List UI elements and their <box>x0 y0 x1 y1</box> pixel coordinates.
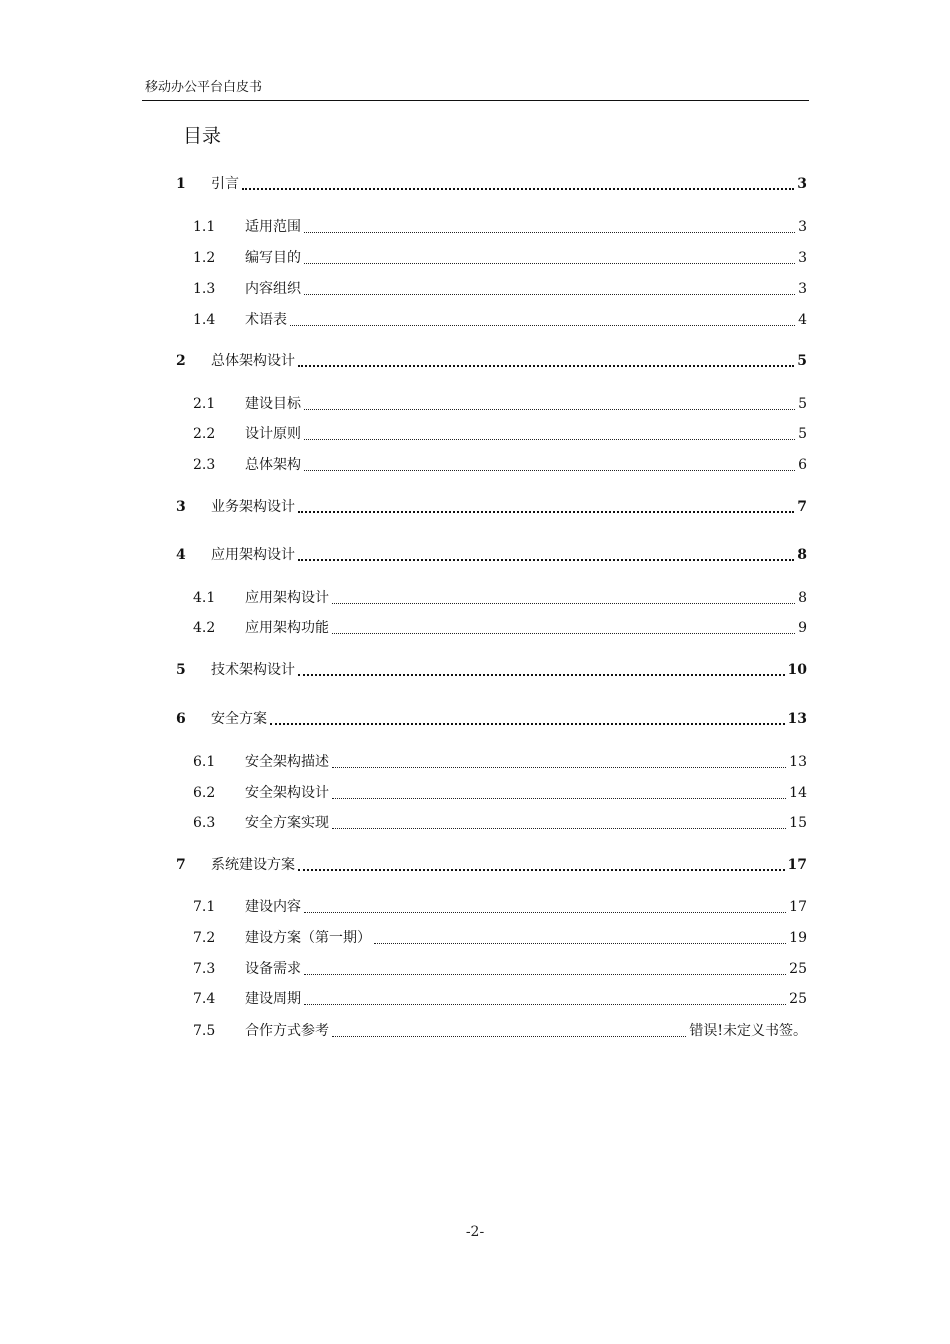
toc-entry-page: 3 <box>798 281 807 297</box>
toc-dot-leader <box>298 668 785 676</box>
toc-entry-page: 6 <box>798 457 807 473</box>
toc-entry[interactable] <box>193 896 807 918</box>
toc-entry-label: 建设内容 <box>245 899 301 915</box>
toc-dot-leader <box>270 717 785 725</box>
toc-entry-number: 4.2 <box>193 620 216 636</box>
toc-entry[interactable] <box>193 927 807 949</box>
toc-dot-leader <box>304 464 795 471</box>
toc-entry-number: 1.4 <box>193 312 216 328</box>
toc-entry-number: 7.4 <box>193 991 216 1007</box>
toc-entry[interactable] <box>193 812 807 834</box>
toc-entry-page: 8 <box>798 590 807 606</box>
toc-entry-page: 5 <box>797 353 807 369</box>
toc-entry[interactable] <box>193 958 807 980</box>
toc-entry[interactable] <box>193 617 807 639</box>
toc-entry-page: 15 <box>789 815 807 831</box>
toc-dot-leader <box>332 597 795 604</box>
toc-entry-page: 14 <box>789 785 807 801</box>
toc-entry[interactable] <box>193 1020 807 1042</box>
toc-entry-number: 4.1 <box>193 590 216 606</box>
toc-entry-number: 7.5 <box>193 1023 216 1039</box>
toc-entry-page: 13 <box>787 711 807 727</box>
toc-entry-page: 7 <box>797 499 807 515</box>
toc-dot-leader <box>332 1030 686 1037</box>
toc-dot-leader <box>298 553 794 561</box>
footer-page-number: -2- <box>465 1224 485 1240</box>
toc-entry-number: 7 <box>176 857 186 873</box>
toc-dot-leader <box>304 288 795 295</box>
toc-entry[interactable] <box>176 173 807 195</box>
toc-entry-label: 安全架构描述 <box>245 754 329 770</box>
toc-entry[interactable] <box>193 247 807 269</box>
toc-dot-leader <box>304 998 786 1005</box>
toc-entry[interactable] <box>176 708 807 730</box>
toc-entry-label: 总体架构设计 <box>211 353 295 369</box>
toc-entry-number: 1.1 <box>193 219 216 235</box>
toc-entry-label: 系统建设方案 <box>211 857 295 873</box>
toc-dot-leader <box>332 761 786 768</box>
toc-entry-number: 2 <box>176 353 186 369</box>
toc-entry-label: 建设方案（第一期） <box>245 930 371 946</box>
toc-entry-label: 安全方案实现 <box>245 815 329 831</box>
toc-entry-label: 应用架构设计 <box>245 590 329 606</box>
toc-entry-label: 建设周期 <box>245 991 301 1007</box>
toc-entry-page: 3 <box>798 219 807 235</box>
toc-entry[interactable] <box>193 423 807 445</box>
toc-dot-leader <box>304 403 795 410</box>
toc-entry-page: 19 <box>789 930 807 946</box>
toc-entry-label: 安全方案 <box>211 711 267 727</box>
toc-dot-leader <box>242 182 794 190</box>
toc-entry-page: 5 <box>798 396 807 412</box>
toc-entry[interactable] <box>176 350 807 372</box>
toc-entry-label: 总体架构 <box>245 457 301 473</box>
toc-dot-leader <box>332 822 786 829</box>
toc-entry[interactable] <box>176 854 807 876</box>
toc-entry-number: 3 <box>176 499 186 515</box>
toc-entry-label: 引言 <box>211 176 239 192</box>
toc-entry-number: 1.3 <box>193 281 216 297</box>
toc-entry-label: 安全架构设计 <box>245 785 329 801</box>
toc-entry-page: 25 <box>789 991 807 1007</box>
toc-dot-leader <box>304 226 795 233</box>
toc-dot-leader <box>332 627 795 634</box>
toc-entry-number: 2.2 <box>193 426 216 442</box>
toc-entry[interactable] <box>176 544 807 566</box>
toc-entry-number: 6.1 <box>193 754 216 770</box>
toc-entry-label: 设计原则 <box>245 426 301 442</box>
toc-entry[interactable] <box>193 393 807 415</box>
toc-entry-number: 5 <box>176 662 186 678</box>
toc-entry-page: 3 <box>798 250 807 266</box>
toc-entry-label: 内容组织 <box>245 281 301 297</box>
toc-dot-leader <box>332 792 786 799</box>
toc-entry-label: 技术架构设计 <box>211 662 295 678</box>
toc-dot-leader <box>290 319 795 326</box>
toc-entry-number: 2.1 <box>193 396 216 412</box>
toc-entry-label: 适用范围 <box>245 219 301 235</box>
toc-entry-number: 6 <box>176 711 186 727</box>
toc-dot-leader <box>304 433 795 440</box>
toc-entry-page: 17 <box>789 899 807 915</box>
toc-entry-number: 6.2 <box>193 785 216 801</box>
toc-entry-label: 建设目标 <box>245 396 301 412</box>
toc-entry-page: 3 <box>797 176 807 192</box>
toc-dot-leader <box>304 906 786 913</box>
toc-entry-number: 4 <box>176 547 186 563</box>
toc-entry-label: 术语表 <box>245 312 287 328</box>
toc-entry[interactable] <box>193 751 807 773</box>
toc-entry-label: 编写目的 <box>245 250 301 266</box>
toc-entry-label: 应用架构设计 <box>211 547 295 563</box>
toc-dot-leader <box>298 505 794 513</box>
toc-entry[interactable] <box>193 454 807 476</box>
toc-entry-page: 5 <box>798 426 807 442</box>
toc-entry-number: 6.3 <box>193 815 216 831</box>
toc-dot-leader <box>304 257 795 264</box>
toc-entry[interactable] <box>176 659 807 681</box>
toc-entry-page: 25 <box>789 961 807 977</box>
toc-entry-number: 1.2 <box>193 250 216 266</box>
toc-heading: 目录 <box>183 125 222 147</box>
toc-entry-page: 8 <box>797 547 807 563</box>
toc-entry-page: 17 <box>787 857 807 873</box>
toc-entry-label: 应用架构功能 <box>245 620 329 636</box>
toc-entry-page: 10 <box>787 662 807 678</box>
toc-entry-page: 9 <box>798 620 807 636</box>
toc-entry[interactable] <box>193 587 807 609</box>
toc-entry-number: 2.3 <box>193 457 216 473</box>
toc-entry-label: 合作方式参考 <box>245 1023 329 1039</box>
toc-dot-leader <box>374 937 786 944</box>
toc-entry[interactable] <box>193 988 807 1010</box>
toc-entry[interactable] <box>176 496 807 518</box>
toc-entry-number: 7.3 <box>193 961 216 977</box>
toc-entry[interactable] <box>193 216 807 238</box>
toc-entry-label: 设备需求 <box>245 961 301 977</box>
toc-entry-page: 4 <box>798 312 807 328</box>
toc-entry[interactable] <box>193 309 807 331</box>
toc-entry-number: 1 <box>176 176 186 192</box>
page-header-title: 移动办公平台白皮书 <box>145 80 263 95</box>
toc-dot-leader <box>298 359 794 367</box>
toc-entry[interactable] <box>193 782 807 804</box>
toc-dot-leader <box>298 863 785 871</box>
toc-dot-leader <box>304 968 786 975</box>
toc-entry-number: 7.2 <box>193 930 216 946</box>
toc-entry-label: 业务架构设计 <box>211 499 295 515</box>
toc-entry[interactable] <box>193 278 807 300</box>
toc-entry-number: 7.1 <box>193 899 216 915</box>
toc-entry-page: 错误!未定义书签。 <box>689 1023 807 1039</box>
toc-entry-page: 13 <box>789 754 807 770</box>
